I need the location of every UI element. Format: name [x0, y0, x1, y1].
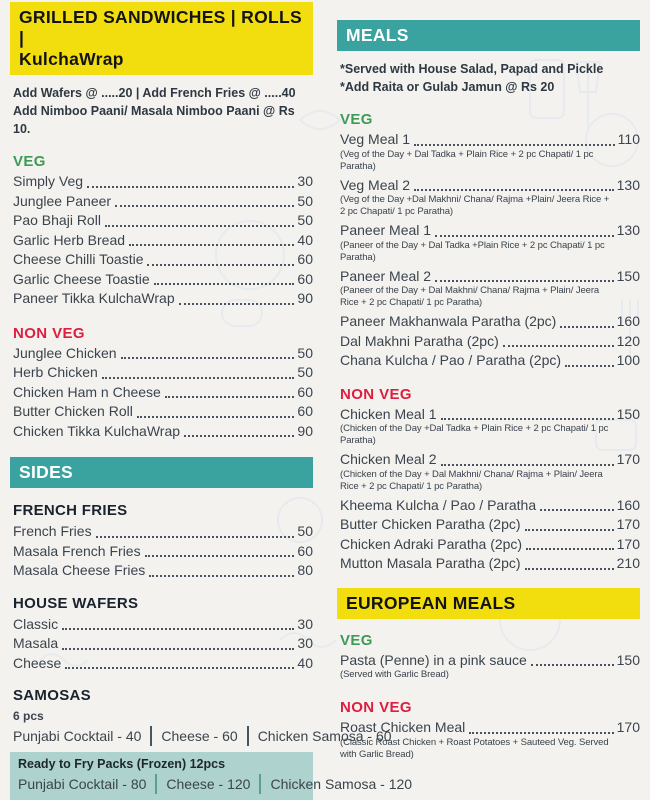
menu-item-price: 60	[297, 383, 313, 400]
dotted-leader	[565, 351, 614, 367]
note-add-nimboo-paani: Add Nimboo Paani/ Masala Nimboo Paani @ Rs 10.	[13, 104, 295, 136]
dotted-leader	[145, 542, 295, 558]
menu-item	[340, 351, 640, 371]
menu-item-description: (Paneer of the Day + Dal Tadka +Plain Rice + 2 pc Chapati/ 1 pc Paratha)	[340, 239, 605, 263]
right-column	[337, 0, 640, 760]
menu-item	[13, 250, 313, 270]
menu-item-price: 210	[616, 555, 640, 571]
dotted-leader	[65, 654, 294, 670]
dotted-leader	[105, 211, 294, 227]
menu-item-name: Classic	[13, 615, 59, 632]
menu-item-price: 60	[297, 403, 313, 419]
dotted-leader	[435, 221, 614, 237]
menu-item-description: (Veg of the Day +Dal Makhni/ Chana/ Rajma +Plain/ Jeera Rice + 2 pc Chapati/ 1 pc Paratha)	[340, 194, 610, 217]
menu-item-price: 80	[297, 562, 313, 578]
menu-item-name: Paneer Meal 2	[340, 267, 432, 284]
menu-item-name: Butter Chicken Roll	[13, 403, 133, 419]
menu-item-name: Veg Meal 2	[340, 176, 411, 193]
dotted-leader	[526, 535, 614, 551]
menu-item-price: 170	[616, 451, 640, 467]
menu-item-name: Kheema Kulcha / Pao / Paratha	[340, 496, 537, 513]
menu-item	[13, 615, 313, 635]
menu-item	[340, 651, 640, 682]
menu-item-description: (Paneer of the Day + Dal Makhni/ Chana/ Rajma + Plain/ Jeera Rice + 2 pc Chapati/ 1 pc Paratha)	[340, 285, 600, 308]
menu-item-description: (Chicken of the Day +Dal Tadka + Plain Rice + 2 pc Chapati/ 1 pc Paratha)	[340, 423, 609, 446]
menu-item-name: Chana Kulcha / Pao / Paratha (2pc)	[340, 352, 562, 368]
menu-item-name: Garlic Herb Bread	[13, 231, 126, 248]
french-fries-label: FRENCH FRIES	[13, 502, 128, 519]
menu-item-price: 50	[297, 523, 313, 539]
section-notes	[13, 84, 311, 138]
menu-item-description: (Veg of the Day + Dal Tadka + Plain Rice + 2 pc Chapati/ 1 pc Paratha)	[340, 148, 594, 172]
menu-item-price: 150	[616, 267, 640, 284]
dotted-leader	[62, 634, 294, 650]
menu-item-price: 150	[616, 405, 640, 422]
grilled-nonveg-items	[10, 344, 313, 442]
dotted-leader	[441, 450, 614, 466]
menu-item	[13, 522, 313, 542]
dotted-leader	[469, 718, 613, 734]
menu-item-description: (Chicken of the Day + Dal Makhni/ Chana/ Rajma + Plain/ Jeera Rice + 2 pc Chapati/ 1 pc Paratha)	[340, 468, 603, 492]
european-nonveg-items	[337, 718, 640, 764]
menu-item-price: 150	[616, 651, 640, 668]
menu-item-price: 90	[297, 290, 313, 306]
dotted-leader	[531, 651, 614, 667]
dotted-leader	[441, 405, 614, 421]
menu-item-name: Garlic Cheese Toastie	[13, 270, 150, 287]
menu-item	[13, 231, 313, 251]
dotted-leader	[62, 615, 294, 631]
section-title-line1: GRILLED SANDWICHES | ROLLS |	[19, 7, 302, 48]
menu-item-name: Masala	[13, 635, 59, 651]
dotted-leader	[179, 289, 295, 305]
menu-item-name: Butter Chicken Paratha (2pc)	[340, 516, 521, 532]
menu-item	[13, 561, 313, 581]
dotted-leader	[540, 496, 614, 512]
menu-item-price: 120	[616, 332, 640, 349]
menu-item-name: French Fries	[13, 523, 92, 539]
menu-item-name: Roast Chicken Meal	[340, 719, 466, 735]
menu-item-price: 40	[297, 231, 313, 248]
section-header-grilled-sandwiches	[10, 2, 313, 75]
menu-item	[340, 450, 640, 493]
section-header-european-meals: EUROPEAN MEALS	[337, 588, 640, 619]
menu-item-name: Paneer Makhanwala Paratha (2pc)	[340, 313, 557, 329]
note-add-raita: *Add Raita or Gulab Jamun @ Rs 20	[340, 80, 555, 94]
dotted-leader	[560, 312, 613, 328]
menu-item	[13, 383, 313, 403]
menu-item-description: (Served with Garlic Bread)	[340, 669, 449, 680]
dotted-leader	[414, 130, 615, 146]
dotted-leader	[121, 344, 295, 360]
menu-item-name: Pao Bhaji Roll	[13, 212, 101, 228]
meals-nonveg-items	[337, 405, 640, 574]
dotted-leader	[102, 363, 295, 379]
dotted-leader	[503, 332, 614, 348]
nonveg-group-label: NON VEG	[13, 324, 85, 342]
dotted-leader	[149, 561, 294, 577]
samosas-label: SAMOSAS	[13, 687, 91, 704]
menu-item	[13, 634, 313, 654]
menu-item-price: 90	[297, 422, 313, 439]
meals-notes	[340, 60, 638, 96]
menu-item-price: 30	[297, 173, 313, 189]
menu-item	[13, 289, 313, 309]
frozen-packs-title: Ready to Fry Packs (Frozen) 12pcs	[18, 757, 226, 771]
menu-item-price: 170	[616, 535, 640, 552]
menu-item-name: Paneer Meal 1	[340, 222, 432, 238]
priced-option: Punjabi Cocktail - 40	[13, 728, 142, 744]
frozen-packs-price-row	[18, 774, 413, 794]
frozen-packs-highlight	[10, 752, 413, 800]
menu-item-name: Veg Meal 1	[340, 131, 411, 147]
priced-option: Chicken Samosa - 60	[247, 726, 392, 746]
european-veg-items	[337, 651, 640, 685]
menu-item-price: 170	[616, 719, 640, 735]
menu-item-price: 160	[616, 496, 640, 513]
menu-item-price: 160	[616, 313, 640, 329]
menu-item	[340, 515, 640, 535]
menu-item	[340, 312, 640, 332]
menu-item-price: 50	[297, 364, 313, 380]
dotted-leader	[87, 172, 294, 188]
meals-veg-items	[337, 130, 640, 371]
grilled-veg-items	[10, 172, 313, 309]
section-header-meals: MEALS	[337, 20, 640, 51]
house-wafers-label: HOUSE WAFERS	[13, 594, 139, 612]
menu-item-name: Junglee Chicken	[13, 344, 117, 361]
menu-item	[13, 211, 313, 231]
menu-item	[340, 535, 640, 555]
menu-item-name: Masala Cheese Fries	[13, 562, 146, 578]
menu-item-name: Mutton Masala Paratha (2pc)	[340, 555, 521, 571]
priced-option: Cheese - 60	[150, 726, 237, 746]
menu-item-price: 30	[297, 615, 313, 632]
menu-item-description: (Classic Roast Chicken + Roast Potatoes + Sauteed Veg. Served with Garlic Bread)	[340, 736, 609, 760]
priced-option: Chicken Samosa - 120	[259, 774, 412, 794]
menu-item-name: Chicken Adraki Paratha (2pc)	[340, 535, 523, 552]
dotted-leader	[184, 422, 294, 438]
menu-item-name: Chicken Tikka KulchaWrap	[13, 422, 181, 439]
dotted-leader	[165, 383, 295, 399]
menu-item	[13, 192, 313, 212]
meals-nonveg-label: NON VEG	[340, 385, 412, 403]
menu-item-price: 100	[616, 352, 640, 368]
menu-item	[13, 172, 313, 192]
menu-item	[340, 221, 640, 264]
dotted-leader	[96, 522, 295, 538]
european-veg-label: VEG	[340, 631, 373, 649]
menu-item-price: 60	[297, 251, 313, 267]
menu-item	[13, 344, 313, 364]
menu-item-name: Cheese	[13, 654, 62, 671]
french-fries-items	[10, 522, 313, 581]
menu-item-name: Junglee Paneer	[13, 192, 112, 209]
menu-item-name: Cheese Chilli Toastie	[13, 251, 144, 267]
menu-item-price: 110	[617, 131, 640, 147]
menu-item	[13, 542, 313, 562]
menu-item-name: Chicken Meal 2	[340, 451, 437, 467]
menu-item-name: Simply Veg	[13, 173, 84, 189]
menu-item-price: 30	[297, 635, 313, 651]
samosas-price-row	[13, 726, 392, 746]
menu-item-name: Chicken Meal 1	[340, 405, 437, 422]
dotted-leader	[115, 192, 294, 208]
european-nonveg-label: NON VEG	[340, 699, 412, 716]
menu-item	[340, 267, 640, 310]
dotted-leader	[147, 250, 294, 266]
menu-item	[340, 718, 640, 761]
menu-item	[340, 332, 640, 352]
note-served-with: *Served with House Salad, Papad and Pickle	[340, 62, 604, 76]
menu-item	[13, 363, 313, 383]
meals-veg-label: VEG	[340, 111, 373, 128]
menu-item	[340, 405, 640, 448]
menu-item	[13, 402, 313, 422]
menu-item	[340, 496, 640, 516]
menu-item-price: 50	[297, 212, 313, 228]
menu-item-name: Dal Makhni Paratha (2pc)	[340, 332, 499, 349]
menu-item-name: Paneer Tikka KulchaWrap	[13, 290, 175, 306]
menu-item-name: Masala French Fries	[13, 542, 141, 559]
menu-item-name: Chicken Ham n Cheese	[13, 383, 161, 400]
menu-item	[13, 422, 313, 442]
dotted-leader	[525, 515, 614, 531]
dotted-leader	[154, 270, 295, 286]
samosas-quantity: 6 pcs	[13, 709, 44, 723]
priced-option: Punjabi Cocktail - 80	[18, 776, 147, 792]
section-title-line2: KulchaWrap	[19, 49, 124, 69]
menu-item-name: Pasta (Penne) in a pink sauce	[340, 651, 527, 668]
menu-item-price: 40	[297, 654, 313, 671]
priced-option: Cheese - 120	[155, 774, 250, 794]
menu-item	[340, 554, 640, 574]
house-wafers-items	[10, 615, 313, 674]
veg-group-label: VEG	[13, 153, 46, 170]
menu-item-price: 50	[297, 344, 313, 361]
menu-item-price: 60	[297, 270, 313, 287]
menu-item-price: 170	[616, 516, 640, 532]
dotted-leader	[525, 554, 614, 570]
section-header-sides: SIDES	[10, 457, 313, 488]
menu-item-name: Herb Chicken	[13, 364, 98, 380]
note-add-wafers: Add Wafers @ .....20 | Add French Fries @ .....40	[13, 86, 296, 100]
menu-item-price: 60	[297, 542, 313, 559]
dotted-leader	[435, 267, 614, 283]
menu-item-price: 130	[616, 176, 640, 193]
menu-item	[340, 130, 640, 173]
dotted-leader	[414, 176, 614, 192]
dotted-leader	[129, 231, 294, 247]
menu-item	[340, 176, 640, 219]
menu-item	[13, 270, 313, 290]
menu-item-price: 130	[616, 222, 640, 238]
menu-item	[13, 654, 313, 674]
dotted-leader	[137, 402, 295, 418]
menu-item-price: 50	[297, 192, 313, 209]
